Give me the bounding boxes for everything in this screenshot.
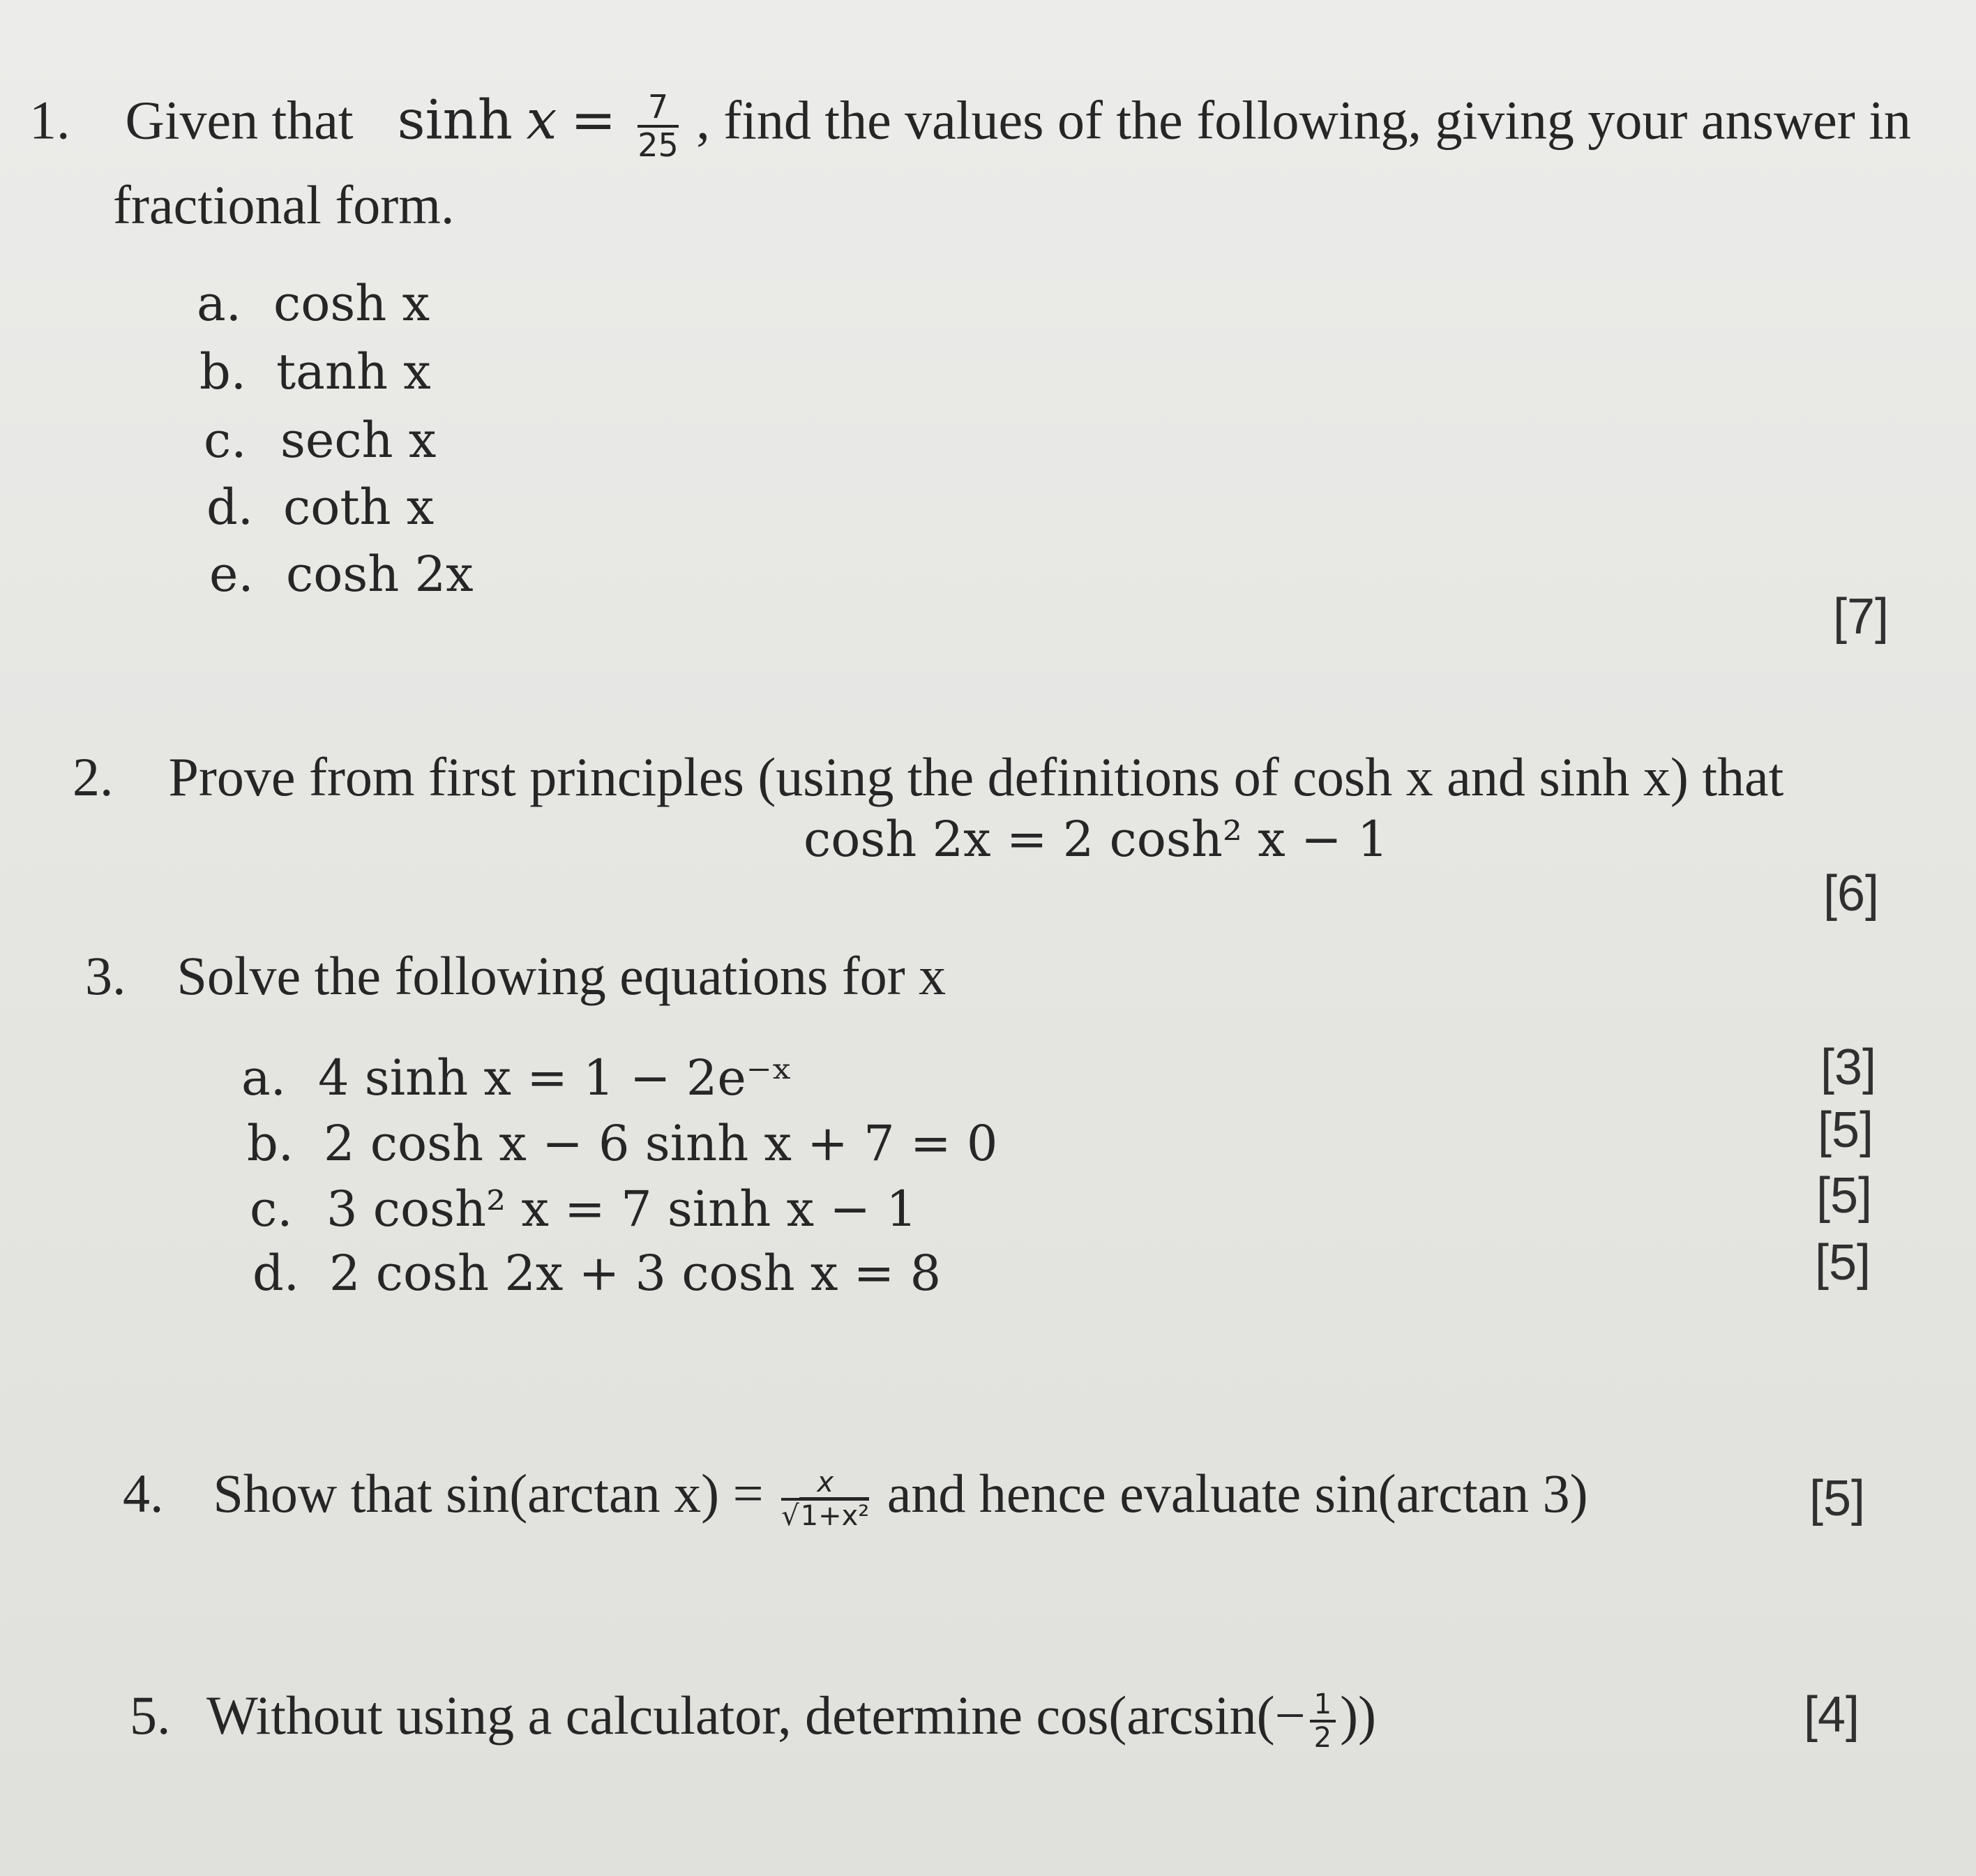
q2-line-1 — [73, 746, 1784, 807]
q3-part-d-marks: [5] — [1815, 1235, 1871, 1291]
q1-frac-den: 25 — [638, 126, 679, 164]
q3-part-c-marks: [5] — [1816, 1168, 1873, 1224]
q5-frac-num: 1 — [1310, 1689, 1336, 1723]
q4-text-b: and hence evaluate sin(arctan 3) — [887, 1463, 1588, 1524]
q1-part-e — [209, 546, 474, 603]
q5-text-a: Without using a calculator, determine cos(arcsin(− — [206, 1685, 1306, 1746]
q5-marks: [4] — [1804, 1687, 1860, 1743]
q3-part-expr: 2 cosh x − 6 sinh x + 7 = 0 — [324, 1115, 998, 1172]
q3-part-label: c. — [250, 1180, 293, 1238]
sqrt-icon: √ — [781, 1500, 799, 1533]
q1-part-c — [204, 412, 437, 469]
q1-sinh: sinh — [397, 89, 513, 152]
q1-equals: = — [571, 89, 634, 152]
q4-fraction — [781, 1467, 869, 1531]
q1-part-expr: tanh x — [276, 343, 431, 400]
q1-var-x: x — [526, 89, 557, 152]
q3-part-c — [250, 1180, 917, 1238]
q1-part-expr: cosh 2x — [286, 546, 474, 603]
q1-part-b — [199, 343, 431, 400]
q1-part-expr: cosh x — [273, 275, 430, 332]
q2-number: 2. — [73, 746, 114, 807]
q4-frac-num: x — [817, 1466, 834, 1499]
q1-marks: [7] — [1833, 589, 1890, 645]
q3-part-label: b. — [247, 1115, 294, 1172]
q5-fraction — [1310, 1689, 1336, 1753]
q3-part-label: a. — [241, 1049, 286, 1106]
q3-part-a-marks: [3] — [1820, 1040, 1877, 1095]
q1-part-expr: sech x — [280, 412, 437, 469]
q1-line-1 — [29, 89, 1911, 163]
q3-part-b — [247, 1115, 998, 1172]
q1-number: 1. — [29, 89, 70, 151]
q3-part-expr: 2 cosh 2x + 3 cosh x = 8 — [329, 1245, 942, 1302]
q5-frac-den: 2 — [1313, 1722, 1332, 1755]
q3-part-a — [241, 1049, 793, 1106]
q3-part-b-marks: [5] — [1818, 1102, 1874, 1158]
q2-marks: [6] — [1823, 866, 1880, 922]
q1-part-d — [206, 479, 435, 536]
q1-part-label: d. — [206, 479, 254, 536]
q3-number: 3. — [85, 945, 126, 1006]
q1-part-label: a. — [197, 275, 241, 332]
q2-identity: cosh 2x = 2 cosh² x − 1 — [804, 811, 1389, 868]
q4-text-a: Show that sin(arctan x) = — [213, 1463, 778, 1524]
q1-part-label: e. — [209, 546, 254, 603]
q1-part-expr: coth x — [283, 479, 435, 536]
q4-marks: [5] — [1809, 1471, 1866, 1526]
q3-part-label: d. — [252, 1245, 300, 1302]
q1-frac-num: 7 — [638, 89, 679, 128]
q1-part-label: c. — [204, 412, 247, 469]
q4-number: 4. — [123, 1463, 164, 1524]
q1-part-label: b. — [199, 343, 247, 400]
q4-frac-den: 1+x² — [799, 1497, 870, 1532]
q1-text-b: , find the values of the following, giving your answer in — [696, 89, 1911, 151]
q1-line-2: fractional form. — [113, 174, 455, 235]
q1-fraction — [638, 89, 679, 163]
q5-text-b: )) — [1340, 1685, 1377, 1746]
q3-part-expr: 4 sinh x = 1 − 2e⁻ˣ — [318, 1049, 793, 1106]
q3-part-expr: 3 cosh² x = 7 sinh x − 1 — [326, 1180, 917, 1238]
q3-line-1 — [85, 945, 946, 1006]
q5-number: 5. — [130, 1685, 171, 1746]
q1-text-a: Given that — [125, 89, 354, 151]
q4-line-1 — [123, 1463, 1588, 1533]
q3-part-d — [252, 1245, 942, 1302]
q5-line-1 — [130, 1685, 1377, 1755]
q3-text: Solve the following equations for x — [176, 945, 946, 1006]
q2-text: Prove from first principles (using the definitions of cosh x and sinh x) that — [168, 746, 1784, 807]
q1-part-a — [197, 275, 430, 332]
